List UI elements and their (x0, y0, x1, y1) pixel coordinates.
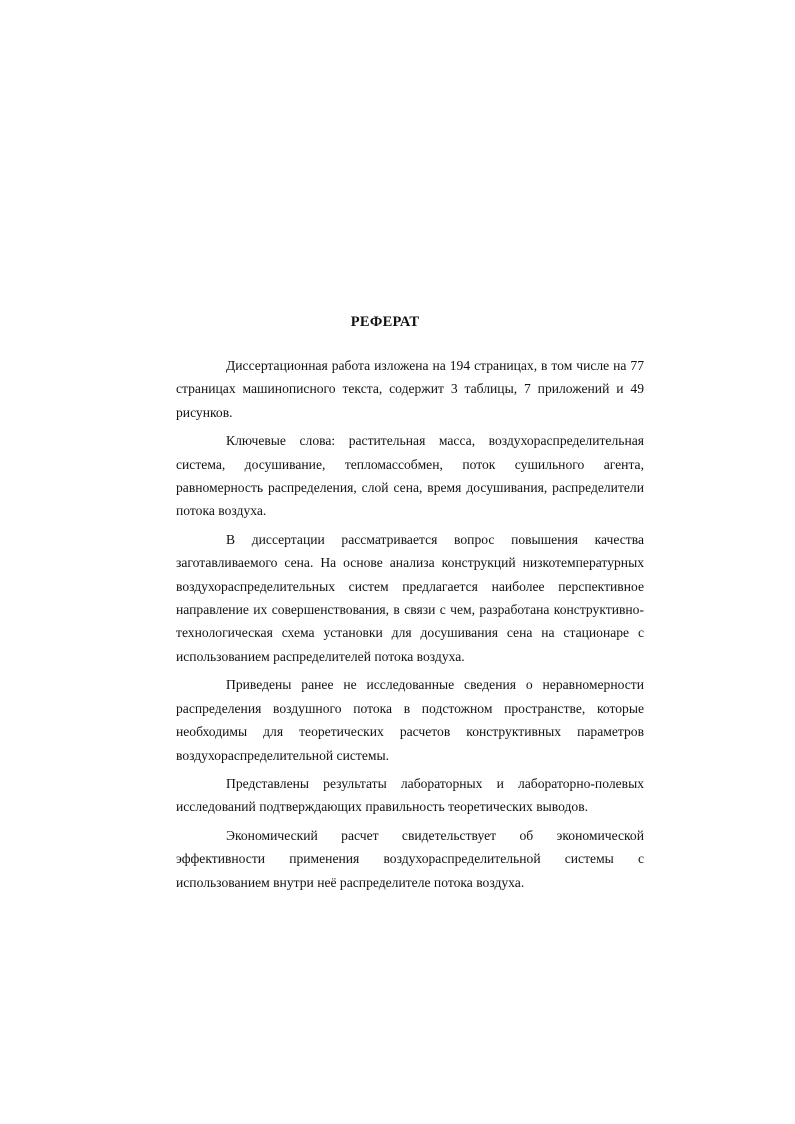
paragraph-problem: В диссертации рассматривается вопрос повышения качества заготавливаемого сена. На основе анализа конструкций низкотемпературных воздухораспределительных систем предлагается наиболее перспективное направление их совершенствования, в связи с чем, разработана конструктивно-технологическая схема установки для досушивания сена на стационаре с использованием распределителей потока воздуха. (176, 531, 644, 664)
page-title: РЕФЕРАТ (350, 314, 420, 330)
paragraph-findings: Приведены ранее не исследованные сведения о неравномерности распределения воздушного потока в подстожном пространстве, которые необходимы для теоретических расчетов конструктивных параметров воздухораспределительной системы. (176, 677, 644, 763)
paragraph-volume: Диссертационная работа изложена на 194 страницах, в том числе на 77 страницах машинописного текста, содержит 3 таблицы, 7 приложений и 49 рисунков. (176, 358, 644, 420)
paragraph-economics: Экономический расчет свидетельствует об экономической эффективности применения воздухораспределительной системы с использованием внутри неё распределителе потока воздуха. (176, 827, 644, 890)
abstract-body (176, 354, 644, 899)
paragraph-keywords: Ключевые слова: растительная масса, воздухораспределительная система, досушивание, тепломассобмен, поток сушильного агента, равномерность распределения, слой сена, время досушивания, распределители потока воздуха. (176, 433, 644, 519)
paragraph-results: Представлены результаты лабораторных и лабораторно-полевых исследований подтверждающих правильность теоретических выводов. (176, 775, 644, 815)
